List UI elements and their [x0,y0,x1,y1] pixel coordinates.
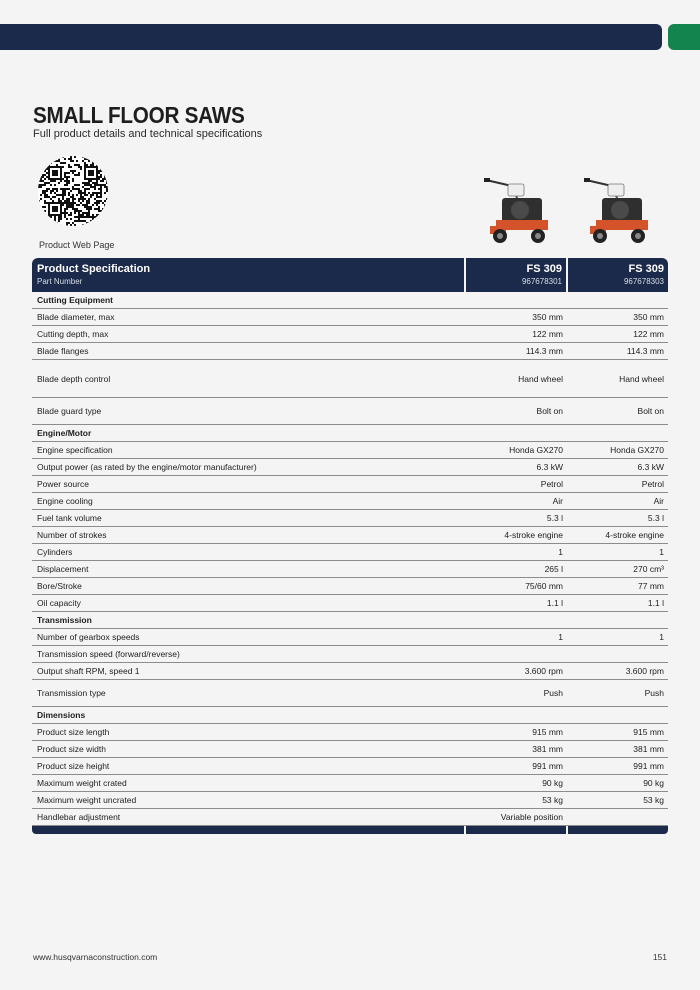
table-row [32,398,668,425]
website-link[interactable]: www.husqvarnaconstruction.com [33,952,158,962]
spec-value: 265 l [544,564,563,574]
spec-value: Air [653,496,664,506]
spec-value: 991 mm [532,761,563,771]
spec-value: 350 mm [532,312,563,322]
page-subtitle: Full product details and technical specifications [33,128,263,140]
table-row [32,792,668,809]
spec-label: Fuel tank volume [37,513,102,523]
spec-label: Engine cooling [37,496,93,506]
spec-label: Transmission type [37,688,106,698]
table-row [32,663,668,680]
spec-value: 4-stroke engine [605,530,664,540]
spec-heading: Product Specification [37,263,151,275]
table-row [32,442,668,459]
part-number-label: Part Number [37,277,83,286]
spec-label: Number of gearbox speeds [37,632,140,642]
spec-value: 5.3 l [647,513,664,523]
table-row [32,775,668,792]
spec-value: 1 [659,547,664,557]
spec-label: Product size height [37,761,110,771]
spec-value: 122 mm [532,329,563,339]
spec-value: 381 mm [633,744,664,754]
table-row [32,741,668,758]
spec-value: 1.1 l [546,598,563,608]
top-bar [0,24,662,50]
section-header-row [32,292,668,309]
spec-label: Cutting depth, max [37,329,109,339]
spec-value: 5.3 l [546,513,563,523]
table-row [32,680,668,707]
spec-label: Output shaft RPM, speed 1 [37,666,140,676]
spec-value: 114.3 mm [525,346,563,356]
table-row [32,343,668,360]
spec-label: Number of strokes [37,530,107,540]
spec-value: Bolt on [536,406,563,416]
top-accent-tab [668,24,700,50]
table-row [32,326,668,343]
model-name: FS 309 [628,263,664,275]
spec-label: Blade guard type [37,406,102,416]
spec-value: 3.600 rpm [625,666,664,676]
spec-header-label-cell [32,258,464,292]
spec-label: Dimensions [37,710,86,720]
footer-bar [568,826,668,834]
spec-label: Handlebar adjustment [37,812,121,822]
spec-value: 381 mm [532,744,563,754]
model-column-header [466,258,566,292]
spec-value: 75/60 mm [525,581,563,591]
spec-label: Output power (as rated by the engine/motor manufacturer) [37,462,257,472]
model-column-header [568,258,668,292]
spec-value: 4-stroke engine [504,530,563,540]
page-title: SMALL FLOOR SAWS [33,102,245,128]
table-row [32,476,668,493]
model-part-number: 967678301 [521,277,562,286]
table-row [32,758,668,775]
page-number: 151 [652,952,667,962]
spec-label: Engine/Motor [37,428,92,438]
spec-value: Honda GX270 [610,445,664,455]
qr-code-graphic [38,156,108,226]
spec-value: Petrol [540,479,563,489]
spec-value: 90 kg [643,778,664,788]
table-row [32,809,668,826]
table-row [32,646,668,663]
spec-value: Bolt on [637,406,664,416]
spec-value: 114.3 mm [626,346,664,356]
spec-value: 1.1 l [647,598,664,608]
spec-label: Blade diameter, max [37,312,115,322]
section-header-row [32,612,668,629]
section-header-row [32,425,668,442]
spec-label: Blade depth control [37,373,111,384]
table-row [32,578,668,595]
spec-label: Cutting Equipment [37,295,114,305]
spec-label: Product size length [37,727,110,737]
spec-label: Maximum weight uncrated [37,795,137,805]
qr-label: Product Web Page [39,240,115,250]
table-row [32,309,668,326]
table-row [32,544,668,561]
spec-value: 77 mm [638,581,664,591]
table-row [32,629,668,646]
spec-value: 6.3 kW [637,462,664,472]
spec-label: Engine specification [37,445,113,455]
spec-value: Variable position [500,812,563,822]
spec-value: Petrol [641,479,664,489]
spec-value: Honda GX270 [509,445,563,455]
spec-value: 3.600 rpm [524,666,563,676]
floor-saw-image [582,170,654,250]
spec-label: Displacement [37,564,89,574]
spec-label: Blade flanges [37,346,89,356]
spec-rows [32,292,668,826]
table-row [32,459,668,476]
table-row [32,493,668,510]
spec-value: 53 kg [542,795,563,805]
spec-label: Power source [37,479,89,489]
spec-value: Hand wheel [518,373,563,384]
table-row [32,724,668,741]
spec-label: Product size width [37,744,106,754]
table-row [32,527,668,544]
spec-value: 915 mm [633,727,664,737]
spec-label: Bore/Stroke [37,581,82,591]
table-row [32,561,668,578]
spec-table [32,258,668,834]
spec-value: Push [543,688,563,698]
qr-code-icon[interactable] [38,156,108,226]
section-header-row [32,707,668,724]
table-row [32,360,668,398]
spec-value: Push [644,688,664,698]
spec-value: 6.3 kW [536,462,563,472]
spec-value: 1 [558,632,563,642]
model-name: FS 309 [526,263,562,275]
spec-label: Oil capacity [37,598,81,608]
spec-label: Maximum weight crated [37,778,127,788]
spec-value: 90 kg [542,778,563,788]
spec-value: 350 mm [633,312,664,322]
model-part-number: 967678303 [623,277,664,286]
footer-bar [466,826,566,834]
spec-label: Transmission speed (forward/reverse) [37,649,180,659]
spec-value: 53 kg [643,795,664,805]
spec-label: Transmission [37,615,92,625]
table-row [32,510,668,527]
spec-value: 1 [558,547,563,557]
spec-value: Hand wheel [619,373,664,384]
footer-bar [32,826,464,834]
spec-value: 915 mm [532,727,563,737]
spec-label: Cylinders [37,547,73,557]
spec-value: 1 [659,632,664,642]
spec-value: 991 mm [633,761,664,771]
table-row [32,595,668,612]
spec-value: 122 mm [633,329,664,339]
spec-value: 270 cm³ [633,564,664,574]
spec-table-header [32,258,668,292]
spec-value: Air [552,496,563,506]
floor-saw-image [482,170,554,250]
spec-table-footer [32,826,668,834]
